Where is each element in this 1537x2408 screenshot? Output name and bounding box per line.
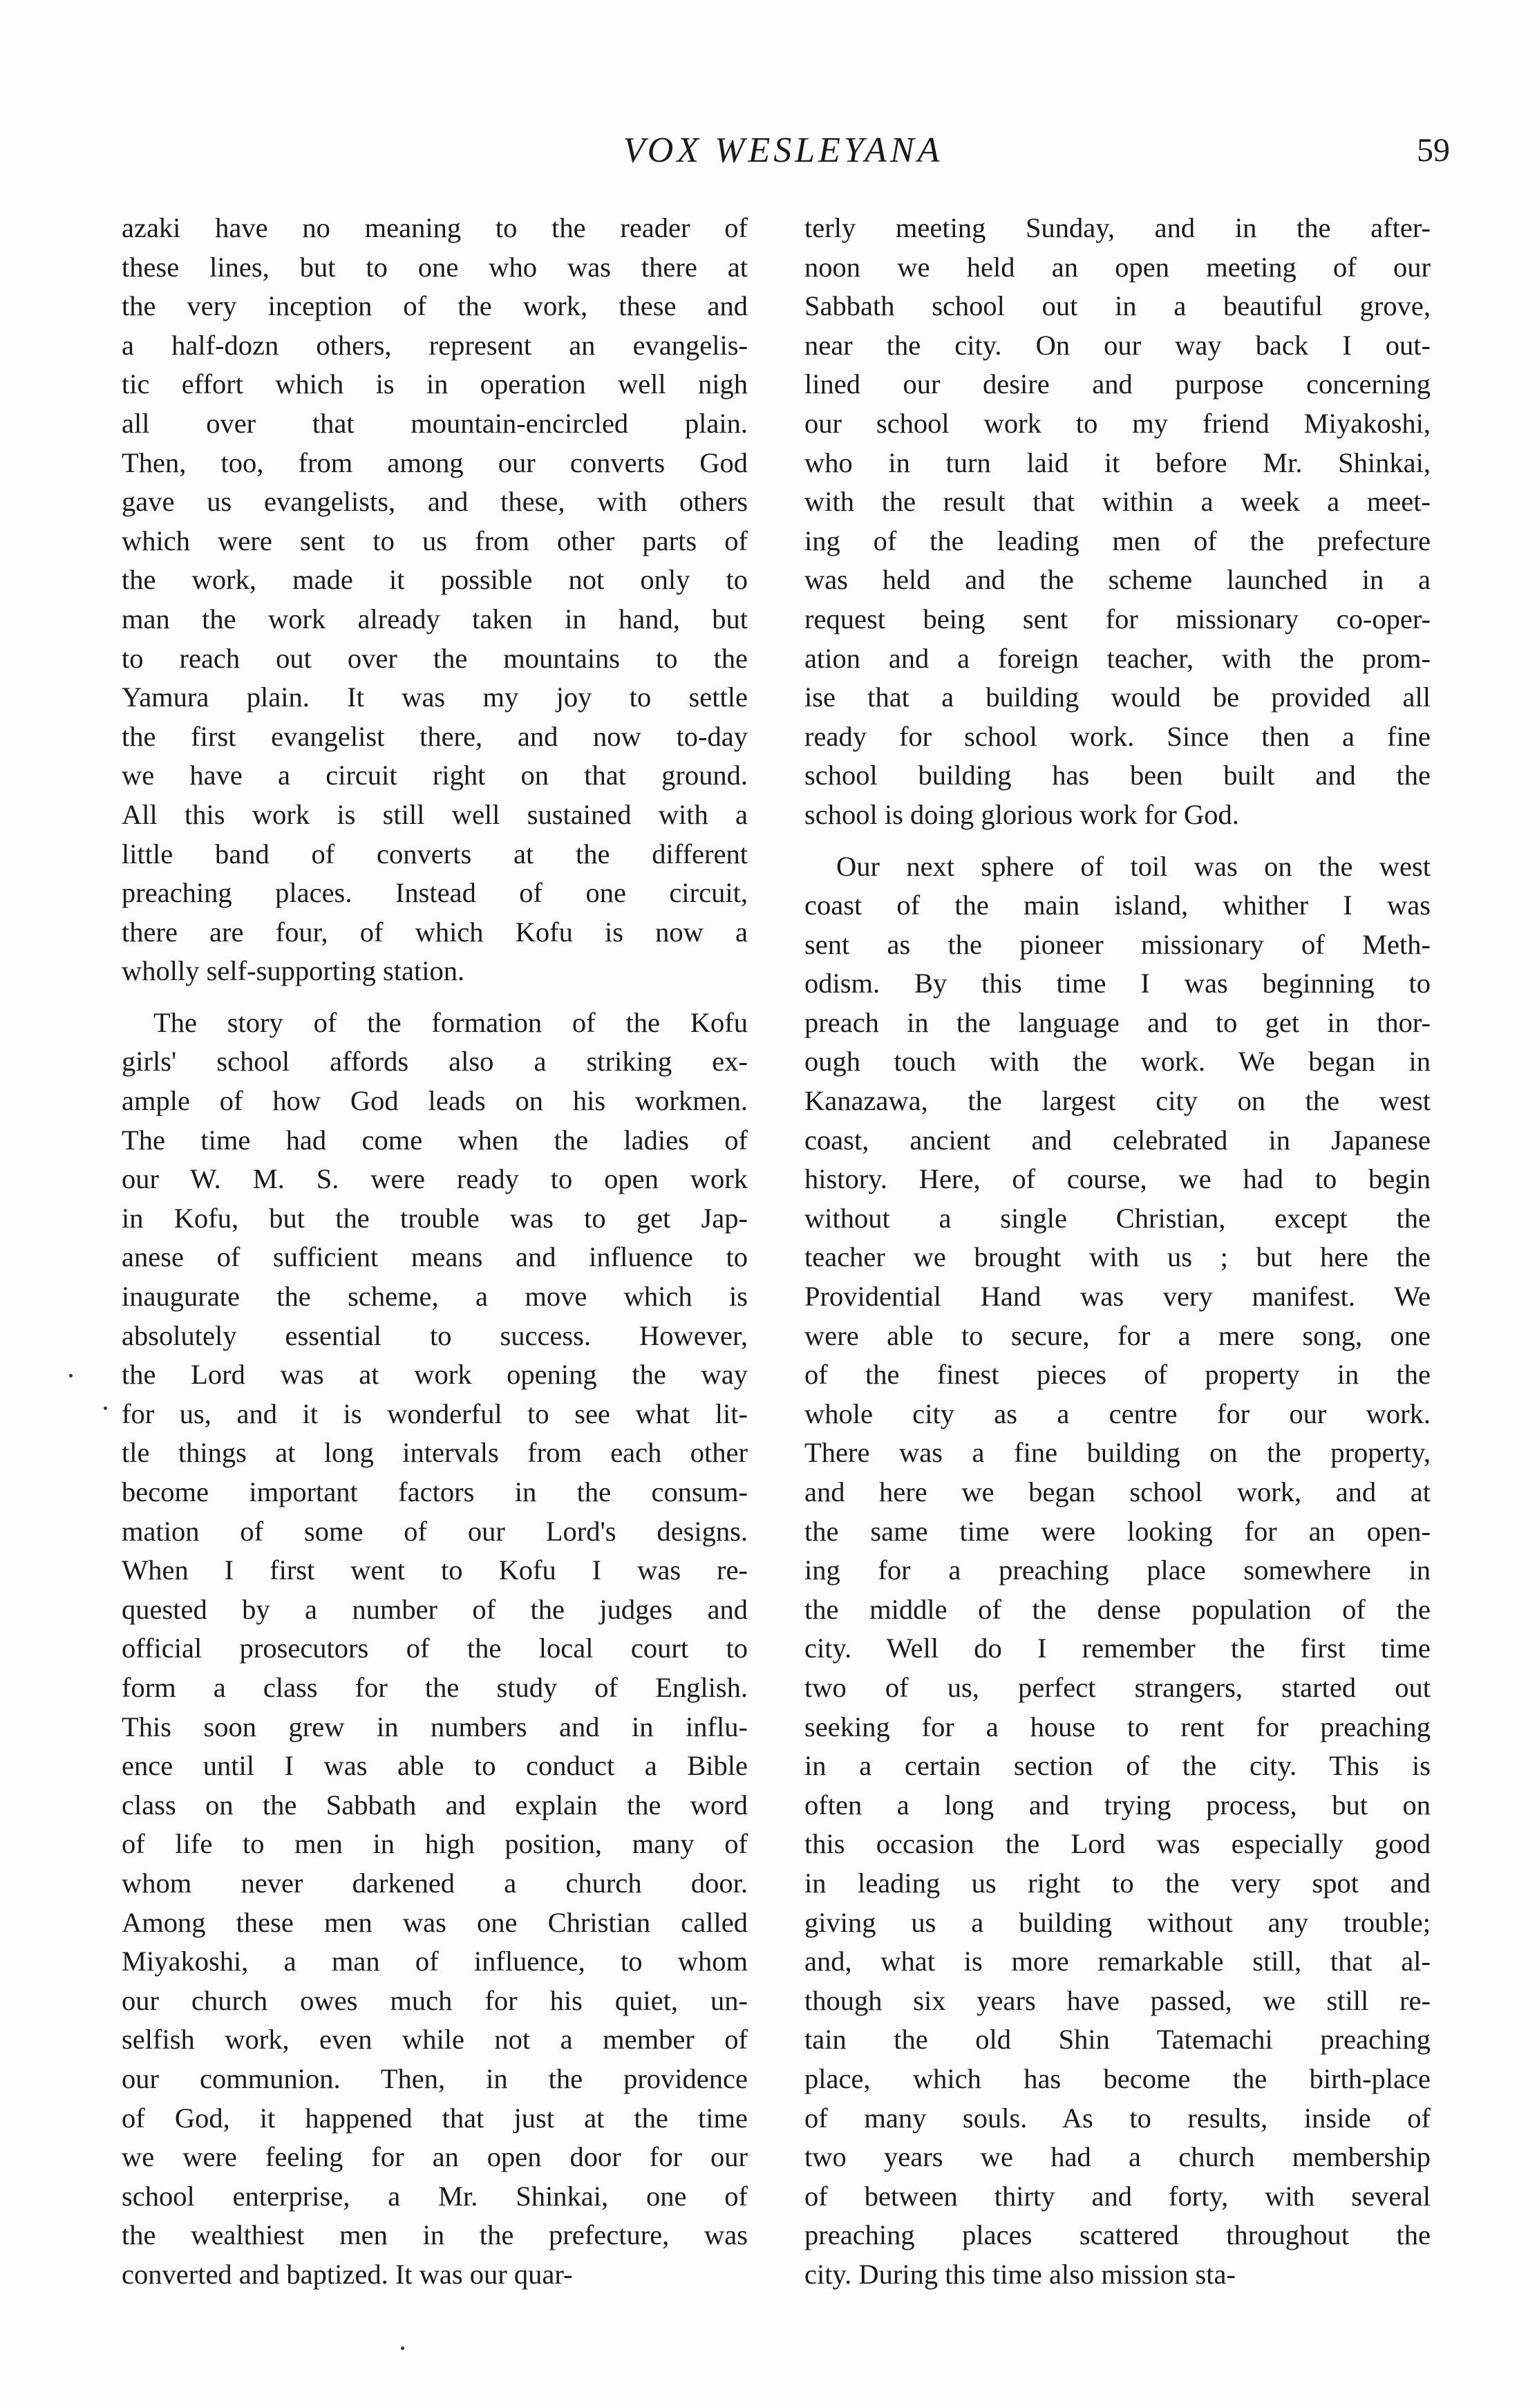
text-line: school building has been built and the (804, 760, 1431, 791)
text-line: our communion. Then, in the providence (122, 2062, 748, 2094)
text-line: Among these men was one Christian called (122, 1906, 748, 1938)
text-line: and here we began school work, and at (804, 1476, 1431, 1507)
text-line: quested by a number of the judges and (122, 1593, 748, 1625)
text-line: form a class for the study of English. (122, 1671, 748, 1703)
text-line: of the finest pieces of property in the (804, 1359, 1431, 1391)
text-line: preaching places scattered throughout the (804, 2219, 1431, 2251)
text-line: Providential Hand was very manifest. We (804, 1281, 1431, 1313)
text-line: history. Here, of course, we had to begin (804, 1163, 1431, 1195)
text-line: official prosecutors of the local court to (122, 1633, 748, 1664)
text-line: tle things at long intervals from each other (122, 1437, 748, 1469)
running-title: VOX WESLEYANA (623, 131, 943, 170)
text-line: The time had come when the ladies of (122, 1124, 748, 1156)
text-line: the same time were looking for an open- (804, 1515, 1431, 1547)
left-column (122, 209, 748, 2294)
text-line: request being sent for missionary co-oper- (804, 603, 1431, 634)
right-column (804, 209, 1431, 2294)
page-header (116, 123, 1450, 178)
text-line: often a long and trying process, but on (804, 1789, 1431, 1821)
text-line: anese of sufficient means and influence to (122, 1241, 748, 1273)
text-line: in Kofu, but the trouble was to get Jap- (122, 1202, 748, 1234)
text-line: mation of some of our Lord's designs. (122, 1515, 748, 1547)
text-line: class on the Sabbath and explain the word (122, 1789, 748, 1821)
text-line: converted and baptized. It was our quar- (122, 2258, 573, 2290)
text-line: near the city. On our way back I out- (804, 329, 1431, 361)
text-line: whom never darkened a church door. (122, 1867, 748, 1899)
text-line: Miyakoshi, a man of influence, to whom (122, 1946, 748, 1977)
text-line: were able to secure, for a mere song, one (804, 1319, 1431, 1351)
text-line: of between thirty and forty, with several (804, 2180, 1431, 2212)
text-line: giving us a building without any trouble; (804, 1906, 1431, 1938)
text-line: Our next sphere of toil was on the west (836, 850, 1431, 882)
text-line: absolutely essential to success. However, (122, 1319, 748, 1351)
text-line: in leading us right to the very spot and (804, 1867, 1431, 1899)
text-line: our school work to my friend Miyakoshi, (804, 407, 1431, 439)
text-line: whole city as a centre for our work. (804, 1398, 1431, 1429)
print-speck (401, 2346, 404, 2350)
paragraph (122, 209, 748, 991)
text-line: man the work already taken in hand, but (122, 603, 748, 634)
text-line: the first evangelist there, and now to-day (122, 720, 748, 752)
text-line: and, what is more remarkable still, that al- (804, 1946, 1431, 1977)
paragraph (804, 209, 1431, 835)
text-line: wholly self-supporting station. (122, 955, 465, 987)
text-line: Then, too, from among our converts God (122, 446, 748, 478)
paragraph-gap (804, 835, 1431, 847)
text-line: these lines, but to one who was there at (122, 251, 748, 283)
text-line: in a certain section of the city. This is (804, 1750, 1431, 1782)
text-line: we were feeling for an open door for our (122, 2141, 748, 2173)
text-line: become important factors in the consum- (122, 1476, 748, 1507)
text-line: tic effort which is in operation well nigh (122, 368, 748, 400)
text-line: azaki have no meaning to the reader of (122, 212, 748, 243)
text-line: When I first went to Kofu I was re- (122, 1554, 748, 1586)
text-line: the work, made it possible not only to (122, 564, 748, 596)
text-line: of life to men in high position, many of (122, 1828, 748, 1860)
text-line: ample of how God leads on his workmen. (122, 1085, 748, 1117)
text-line: city. Well do I remember the first time (804, 1633, 1431, 1664)
text-line: all over that mountain-encircled plain. (122, 407, 748, 439)
print-speck (104, 1407, 107, 1410)
text-line: two years we had a church membership (804, 2141, 1431, 2173)
text-line: selfish work, even while not a member of (122, 2024, 748, 2056)
text-line: ready for school work. Since then a fine (804, 720, 1431, 752)
text-line: the middle of the dense population of the (804, 1593, 1431, 1625)
text-line: coast, ancient and celebrated in Japanese (804, 1124, 1431, 1156)
paragraph (122, 1004, 748, 2295)
text-line: the very inception of the work, these and (122, 290, 748, 322)
text-line: inaugurate the scheme, a move which is (122, 1281, 748, 1313)
text-line: The story of the formation of the Kofu (153, 1006, 748, 1038)
text-line: this occasion the Lord was especially good (804, 1828, 1431, 1860)
text-line: teacher we brought with us ; but here the (804, 1241, 1431, 1273)
text-line: we have a circuit right on that ground. (122, 760, 748, 791)
text-line: school enterprise, a Mr. Shinkai, one of (122, 2180, 748, 2212)
text-line: for us, and it is wonderful to see what lit- (122, 1398, 748, 1429)
text-line: lined our desire and purpose concerning (804, 368, 1431, 400)
text-line: little band of converts at the different (122, 838, 748, 869)
text-line: preaching places. Instead of one circuit, (122, 877, 748, 909)
paragraph (804, 847, 1431, 2295)
text-line: coast of the main island, whither I was (804, 890, 1431, 921)
text-line: our church owes much for his quiet, un- (122, 1984, 748, 2016)
paragraph-gap (122, 991, 748, 1004)
text-line: seeking for a house to rent for preaching (804, 1711, 1431, 1742)
text-line: was held and the scheme launched in a (804, 564, 1431, 596)
print-speck (69, 1374, 73, 1377)
text-line: which were sent to us from other parts of (122, 525, 748, 556)
text-line: there are four, of which Kofu is now a (122, 916, 748, 948)
text-line: who in turn laid it before Mr. Shinkai, (804, 446, 1431, 478)
text-line: ing of the leading men of the prefecture (804, 525, 1431, 556)
text-line: odism. By this time I was beginning to (804, 968, 1431, 999)
text-line: our W. M. S. were ready to open work (122, 1163, 748, 1195)
text-line: school is doing glorious work for God. (804, 798, 1239, 830)
text-line: Sabbath school out in a beautiful grove, (804, 290, 1431, 322)
text-line: All this work is still well sustained with a (122, 798, 748, 830)
text-line: ing for a preaching place somewhere in (804, 1554, 1431, 1586)
text-line: There was a fine building on the property, (804, 1437, 1431, 1469)
text-line: a half-dozn others, represent an evangelis- (122, 329, 748, 361)
text-line: of many souls. As to results, inside of (804, 2102, 1431, 2134)
text-line: though six years have passed, we still re- (804, 1984, 1431, 2016)
text-line: Yamura plain. It was my joy to settle (122, 681, 748, 713)
text-line: ence until I was able to conduct a Bible (122, 1750, 748, 1782)
text-line: terly meeting Sunday, and in the after- (804, 212, 1431, 243)
text-line: noon we held an open meeting of our (804, 251, 1431, 283)
text-line: ise that a building would be provided all (804, 681, 1431, 713)
text-line: sent as the pioneer missionary of Meth- (804, 928, 1431, 960)
text-line: of God, it happened that just at the time (122, 2102, 748, 2134)
text-line: ation and a foreign teacher, with the prom- (804, 642, 1431, 674)
text-line: to reach out over the mountains to the (122, 642, 748, 674)
text-line: preach in the language and to get in thor- (804, 1006, 1431, 1038)
text-line: gave us evangelists, and these, with others (122, 486, 748, 518)
text-line: the Lord was at work opening the way (122, 1359, 748, 1391)
text-line: two of us, perfect strangers, started out (804, 1671, 1431, 1703)
text-line: tain the old Shin Tatemachi preaching (804, 2024, 1431, 2056)
text-line: without a single Christian, except the (804, 1202, 1431, 1234)
text-line: ough touch with the work. We began in (804, 1046, 1431, 1078)
text-line: city. During this time also mission sta- (804, 2258, 1236, 2290)
text-line: This soon grew in numbers and in influ- (122, 1711, 748, 1742)
text-line: with the result that within a week a meet- (804, 486, 1431, 518)
page-number: 59 (1417, 132, 1450, 169)
text-line: the wealthiest men in the prefecture, was (122, 2219, 748, 2251)
text-line: girls' school affords also a striking ex- (122, 1046, 748, 1078)
text-line: place, which has become the birth-place (804, 2062, 1431, 2094)
text-line: Kanazawa, the largest city on the west (804, 1085, 1431, 1117)
